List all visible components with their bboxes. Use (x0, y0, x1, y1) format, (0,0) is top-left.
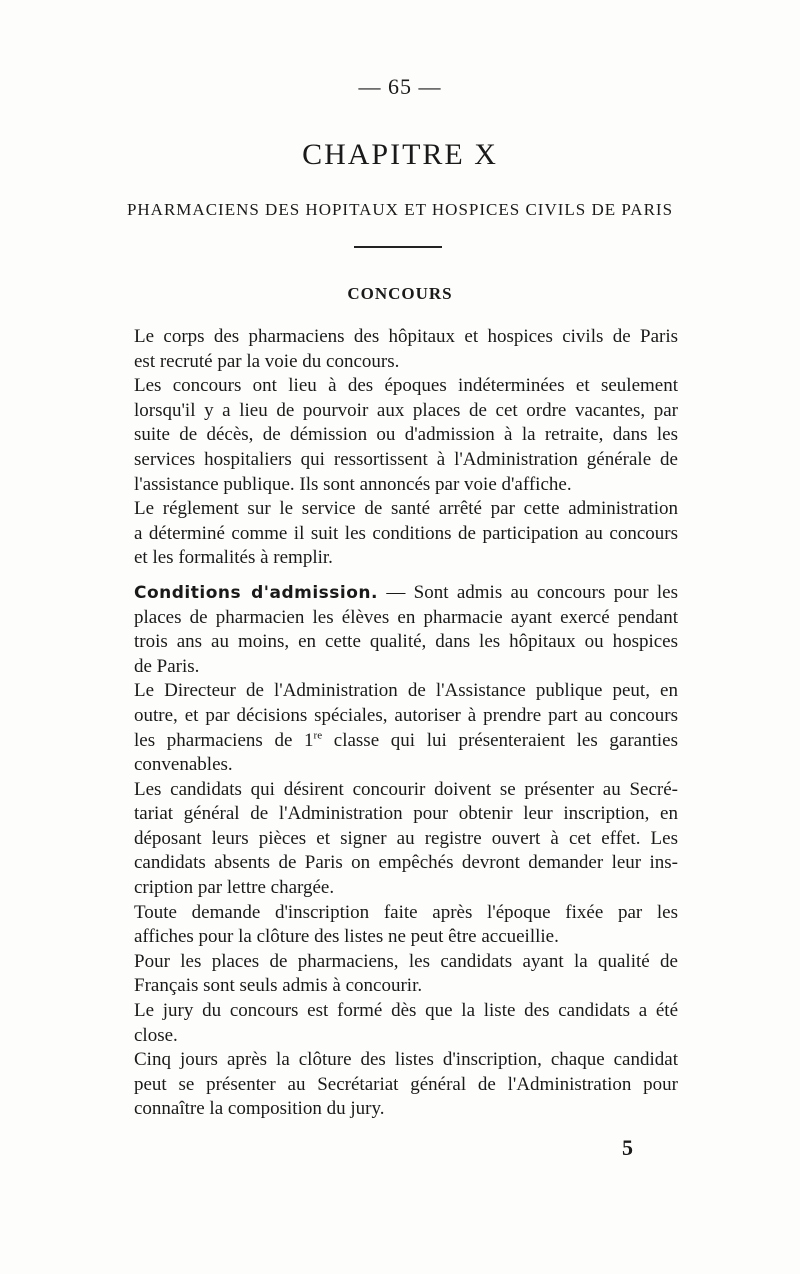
text-fragment: les pharmaciens de 1 (134, 729, 314, 751)
text-line: Cinq jours après la clôture des listes d'inscription, chaque candidat (134, 1049, 678, 1071)
paragraph (134, 999, 678, 1048)
text-line: a déterminé comme il suit les conditions de participation au concours (134, 522, 678, 544)
text-fragment: classe qui lui présenteraient les garanties (322, 729, 678, 751)
text-line: affiches pour la clôture des listes ne peut être accueillie. (134, 926, 559, 948)
text-line: Français sont seuls admis à concourir. (134, 975, 423, 997)
text-line: Le Directeur de l'Administration de l'Assistance publique peut, en (134, 680, 678, 702)
chapter-subtitle: PHARMACIENS DES HOPITAUX ET HOSPICES CIVILS DE PARIS (126, 200, 674, 219)
body-text (134, 325, 678, 1122)
section-title: CONCOURS (347, 284, 453, 303)
text-line: suite de décès, de démission ou d'admission à la retraite, dans les (134, 424, 678, 446)
text-line: trois ans au moins, en cette qualité, dans les hôpitaux ou hospices (134, 631, 678, 653)
text-line: l'assistance publique. Ils sont annoncés par voie d'affiche. (134, 473, 572, 495)
paragraph (134, 374, 678, 497)
text-line: Le jury du concours est formé dès que la liste des candidats a été (134, 1000, 678, 1022)
text-fragment: — Sont admis au concours pour les (377, 581, 679, 603)
text-line: places de pharmacien les élèves en pharmacie ayant exercé pendant (134, 606, 678, 628)
text-line: candidats absents de Paris on empêchés devront demander leur ins- (134, 852, 678, 874)
paragraph (134, 950, 678, 999)
text-line: Le corps des pharmaciens des hôpitaux et hospices civils de Paris (134, 326, 678, 347)
text-line: services hospitaliers qui ressortissent à l'Administration générale de (134, 448, 678, 470)
paragraph-conditions (134, 581, 678, 679)
text-line: Le réglement sur le service de santé arrêté par cette administration (134, 498, 678, 520)
text-line: convenables. (134, 754, 233, 776)
text-line: et les formalités à remplir. (134, 547, 333, 569)
text-line: connaître la composition du jury. (134, 1098, 385, 1120)
text-line: cription par lettre chargée. (134, 877, 335, 899)
text-line: tariat général de l'Administration pour obtenir leur inscription, en (134, 803, 678, 825)
section-divider (354, 246, 442, 248)
text-line: Pour les places de pharmaciens, les candidats ayant la qualité de (134, 950, 678, 972)
page-number: — 65 — (358, 74, 442, 99)
text-line: déposant leurs pièces et signer au registre ouvert à cet effet. Les (134, 827, 678, 849)
paragraph (134, 1048, 678, 1122)
paragraph (134, 679, 678, 777)
paragraph (134, 778, 678, 901)
conditions-heading: Conditions d'admission. (134, 582, 378, 603)
text-line: outre, et par décisions spéciales, autoriser à prendre part au concours (134, 704, 678, 726)
text-line: est recruté par la voie du concours. (134, 350, 400, 372)
text-line: Les candidats qui désirent concourir doivent se présenter au Secré- (134, 778, 678, 800)
paragraph (134, 901, 678, 950)
superscript: re (313, 729, 323, 742)
text-line: close. (134, 1024, 178, 1046)
text-line: lorsqu'il y a lieu de pourvoir aux places de cet ordre vacantes, par (134, 399, 678, 421)
text-line: de Paris. (134, 655, 200, 677)
text-line (134, 581, 678, 606)
text-line (134, 729, 678, 754)
paragraph (134, 325, 678, 374)
text-line: peut se présenter au Secrétariat général de l'Administration pour (134, 1073, 678, 1095)
paragraph (134, 497, 678, 571)
chapter-title: CHAPITRE X (302, 138, 498, 171)
signature-mark: 5 (622, 1135, 633, 1160)
text-line: Les concours ont lieu à des époques indéterminées et seulement (134, 375, 678, 397)
text-line: Toute demande d'inscription faite après l'époque fixée par les (134, 901, 678, 923)
